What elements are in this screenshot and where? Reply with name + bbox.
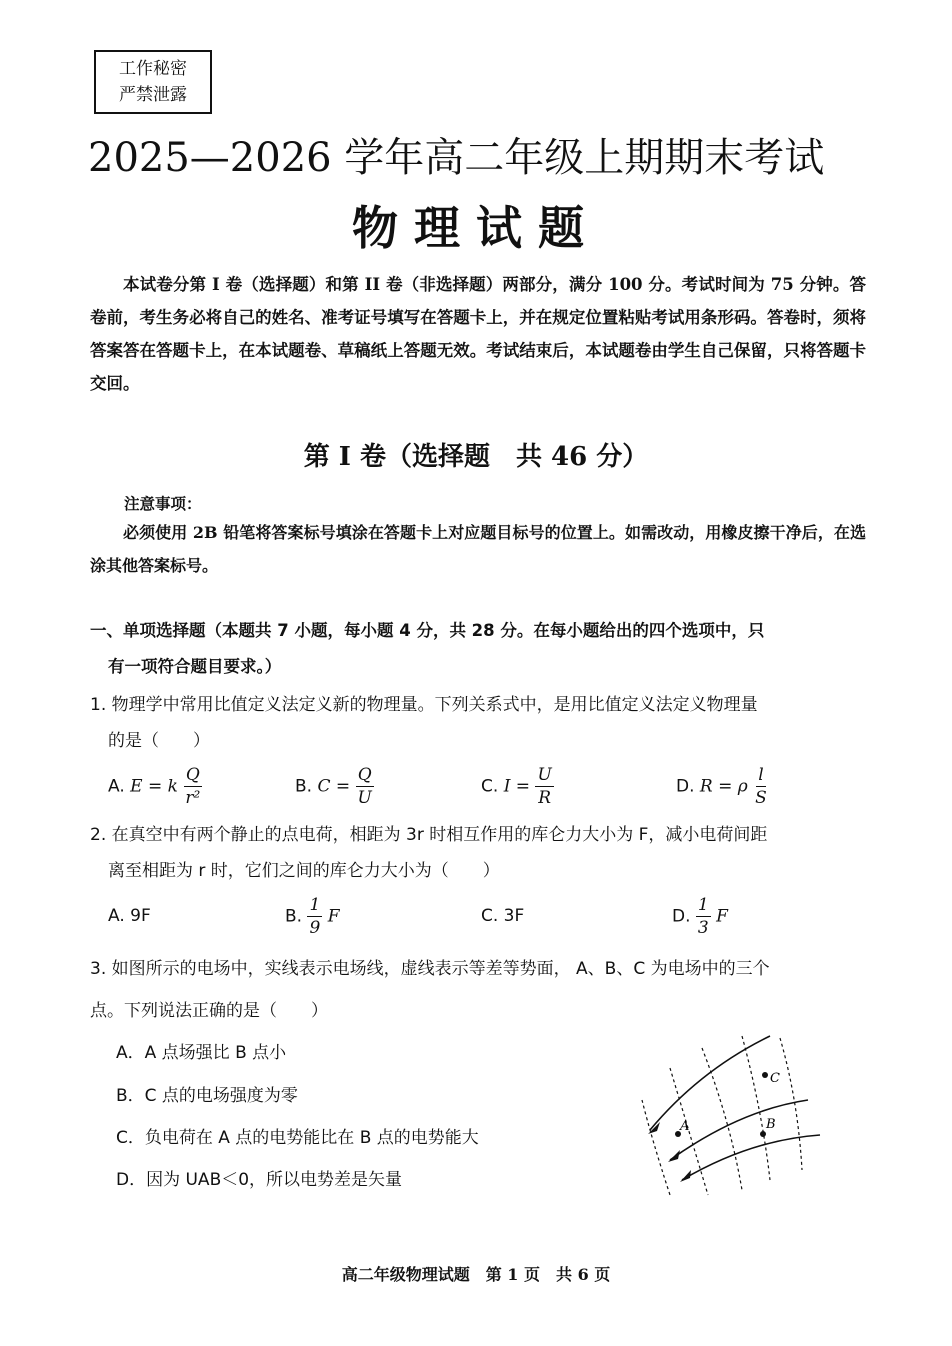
confidential-stamp-box [94,50,212,114]
point-c-label: C [770,1071,780,1086]
q2-option-a: A. 9F [108,906,151,926]
notice-text: 必须使用 2B 铅笔将答案标号填涂在答题卡上对应题目标号的位置上。如需改动，用橡皮擦干净后，在选涂其他答案标号。 [90,523,866,575]
q2-option-d-suffix: F [716,906,728,927]
q3-option-d: D．因为 UAB＜0，所以电势差是矢量 [116,1170,403,1190]
q2-stem-line-1: 2. 在真空中有两个静止的点电荷，相距为 3r 时相互作用的库仑力大小为 F，减小电荷间距 [90,825,768,845]
notice-heading: 注意事项： [124,494,202,513]
q2-option-c: C. 3F [481,906,525,926]
equipotential-line-1 [642,1100,670,1195]
confidential-line-1: 工作秘密 [119,59,187,79]
q1-option-a-lhs: E = k [130,776,178,797]
q1-option-a-fraction [183,764,202,809]
q1-option-b [295,764,374,809]
q1-stem-line-2: 的是（ ） [108,731,210,751]
field-line-3 [682,1135,820,1180]
q2-option-d-fraction [696,894,711,939]
subject-title: 物理试题 [352,201,600,255]
q2-option-b [285,894,340,939]
q3-stem-line-1: 3. 如图所示的电场中，实线表示电场线，虚线表示等差等势面， A、B、C 为电场中的三个 [90,959,770,979]
q1-option-d-lhs: R = ρ [699,776,748,797]
q1-stem-line-1: 1. 物理学中常用比值定义法定义新的物理量。下列关系式中，是用比值定义法定义物理量 [90,695,758,715]
field-line-2 [670,1100,808,1160]
q1-option-b-lhs: C = [317,776,351,797]
q1-option-c-numerator: U [537,765,552,785]
q2-option-d-denominator: 3 [697,918,709,938]
q1-option-c-denominator: R [538,788,552,808]
q1-option-a-numerator: Q [185,765,200,785]
point-b-label: B [766,1117,776,1132]
q3-option-a: A．A 点场强比 B 点小 [116,1043,287,1063]
arrow-icon [668,1150,680,1162]
q2-option-b-label: B. [285,906,303,927]
q1-option-a [108,764,202,809]
section-1-title: 第 I 卷（选择题 共 46 分） [303,442,649,472]
arrow-icon [680,1170,691,1182]
q1-option-d-label: D. [676,776,695,797]
field-line-1 [650,1036,770,1130]
q1-option-b-denominator: U [357,788,372,808]
q3-stem-line-2: 点。下列说法正确的是（ ） [90,1001,328,1021]
q1-option-b-numerator: Q [357,765,372,785]
equipotential-line-4 [742,1036,770,1180]
q2-option-b-denominator: 9 [309,918,321,938]
q2-option-b-fraction [307,894,322,939]
q2-option-b-numerator: 1 [309,895,321,915]
electric-field-figure [630,1030,830,1200]
point-c-marker [762,1072,768,1078]
q1-option-a-label: A. [108,776,125,797]
equipotential-lines [642,1036,802,1195]
q1-option-a-denominator: r² [185,788,201,808]
equipotential-line-3 [702,1048,742,1190]
q3-option-c: C．负电荷在 A 点的电势能比在 B 点的电势能大 [116,1128,479,1148]
q2-option-d-numerator: 1 [697,895,709,915]
point-a-label: A [680,1119,690,1134]
q1-option-d-fraction [753,764,769,809]
exam-instructions: 本试卷分第 I 卷（选择题）和第 II 卷（非选择题）两部分，满分 100 分。考试时间为 75 分钟。答卷前，考生务必将自己的姓名、准考证号填写在答题卡上，并在规定位置粘贴考试用条形码。答卷时，须将答案答在答题卡上，在本试题卷、草稿纸上答题无效。考试结束后，本试题卷由学生自己保留，只将答题卡交回。 [90,275,866,393]
q1-option-d [676,764,769,809]
q3-option-b: B．C 点的电场强度为零 [116,1086,298,1106]
arrow-icon [648,1122,660,1134]
equipotential-line-5 [780,1038,802,1170]
q1-option-c [481,764,554,809]
q1-option-d-denominator: S [755,788,767,808]
exam-title: 2025—2026 学年高二年级上期期末考试 [88,135,825,181]
page-footer: 高二年级物理试题 第 1 页 共 6 页 [341,1265,611,1284]
q1-option-c-label: C. [481,776,499,797]
q1-option-b-fraction [356,764,374,809]
part-1-heading-line-2: 有一项符合题目要求。） [108,657,282,676]
q1-option-b-label: B. [295,776,313,797]
q2-stem-line-2: 离至相距为 r 时，它们之间的库仑力大小为（ ） [108,861,500,881]
q2-option-d-label: D. [672,906,691,927]
q1-option-c-lhs: I = [503,776,531,797]
q2-option-b-suffix: F [327,906,340,927]
q1-option-c-fraction [535,764,553,809]
q2-option-d [672,894,728,939]
part-1-heading-line-1: 一、单项选择题（本题共 7 小题，每小题 4 分，共 28 分。在每小题给出的四个选项中，只 [90,621,765,640]
confidential-line-2: 严禁泄露 [119,85,187,105]
q1-option-d-numerator: l [758,765,764,785]
